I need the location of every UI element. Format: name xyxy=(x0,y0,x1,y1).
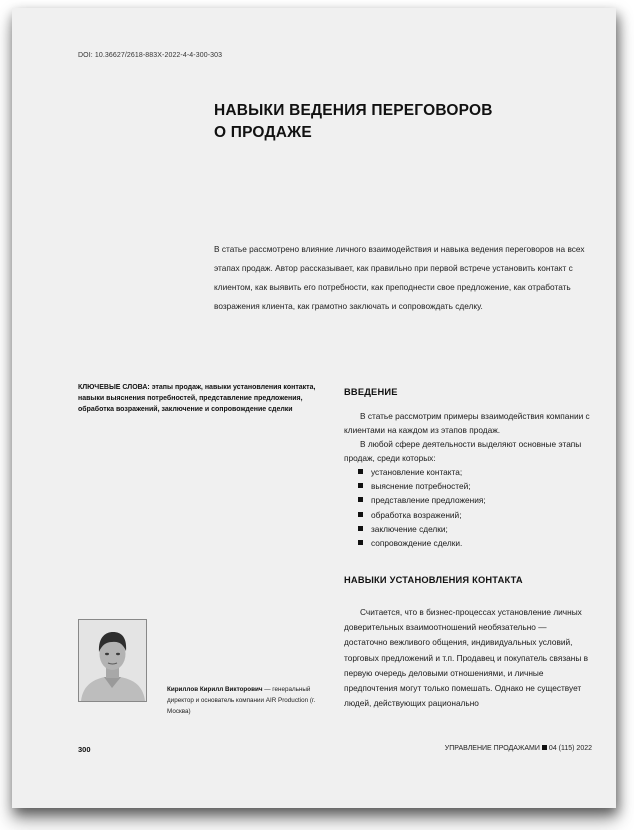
bullet-square-icon xyxy=(358,483,363,488)
doi-label: DOI: 10.36627/2618-883X-2022-4-4-300-303 xyxy=(78,52,223,59)
author-info xyxy=(167,684,329,717)
author-photo xyxy=(78,619,147,702)
title-line-1: НАВЫКИ ВЕДЕНИЯ ПЕРЕГОВОРОВ xyxy=(214,102,493,119)
article-title xyxy=(214,100,554,144)
bullet-square-icon xyxy=(358,540,363,545)
list-item: установление контакта; xyxy=(358,465,588,479)
journal-issue: 04 (115) 2022 xyxy=(548,745,592,752)
abstract: В статье рассмотрено влияние личного взаимодействия и навыка ведения переговоров на всех этапах продаж. Автор рассказывает, как правильно при первой встрече установить контакт с клиентом, как выявить его потребности, как преподнести свое предложение, как отработать возражения клиента, как грамотно заключать и сопровождать сделку. xyxy=(214,244,585,311)
list-item: заключение сделки; xyxy=(358,522,588,536)
list-item: представление предложения; xyxy=(358,493,588,507)
title-line-2: О ПРОДАЖЕ xyxy=(214,124,312,141)
author-portrait-icon xyxy=(79,620,146,701)
journal-page xyxy=(12,8,616,808)
journal-name: УПРАВЛЕНИЕ ПРОДАЖАМИ xyxy=(444,745,540,752)
author-role: — генеральный директор и основатель компании AIR Production (г. Москва) xyxy=(167,686,316,715)
intro-paragraph-1: В статье рассмотрим примеры взаимодействия компании с клиентами на каждом из этапов продаж. xyxy=(344,411,590,435)
intro-paragraph-2: В любой сфере деятельности выделяют основные этапы продаж, среди которых: xyxy=(344,439,582,463)
separator-square-icon xyxy=(542,745,547,750)
list-item: обработка возражений; xyxy=(358,508,588,522)
list-item: выяснение потребностей; xyxy=(358,479,588,493)
bullet-square-icon xyxy=(358,526,363,531)
author-name: Кириллов Кирилл Викторович xyxy=(167,686,263,693)
section-heading-intro: ВВЕДЕНИЕ xyxy=(344,387,398,397)
bullet-square-icon xyxy=(358,497,363,502)
page-number: 300 xyxy=(78,745,91,754)
contact-paragraph: Считается, что в бизнес-процессах установление личных доверительных взаимоотношений необязательно — достаточно вежливого общения, индивидуальных условий, торговых предложений и т.п. Продавец и покупатель связаны в первую очередь деловыми отношениями, и личные предпочтения могут только помешать. Однако не существует людей, действующих рационально xyxy=(344,607,589,709)
section-heading-contact: НАВЫКИ УСТАНОВЛЕНИЯ КОНТАКТА xyxy=(344,575,523,585)
bullet-square-icon xyxy=(358,512,363,517)
keywords: КЛЮЧЕВЫЕ СЛОВА: этапы продаж, навыки установления контакта, навыки выяснения потребностей, представление предложения, обработка возражений, заключение и сопровождение сделки xyxy=(78,384,316,413)
journal-footer xyxy=(445,745,592,752)
bullet-square-icon xyxy=(358,469,363,474)
sales-stages-list xyxy=(358,465,588,550)
list-item: сопровождение сделки. xyxy=(358,536,588,550)
